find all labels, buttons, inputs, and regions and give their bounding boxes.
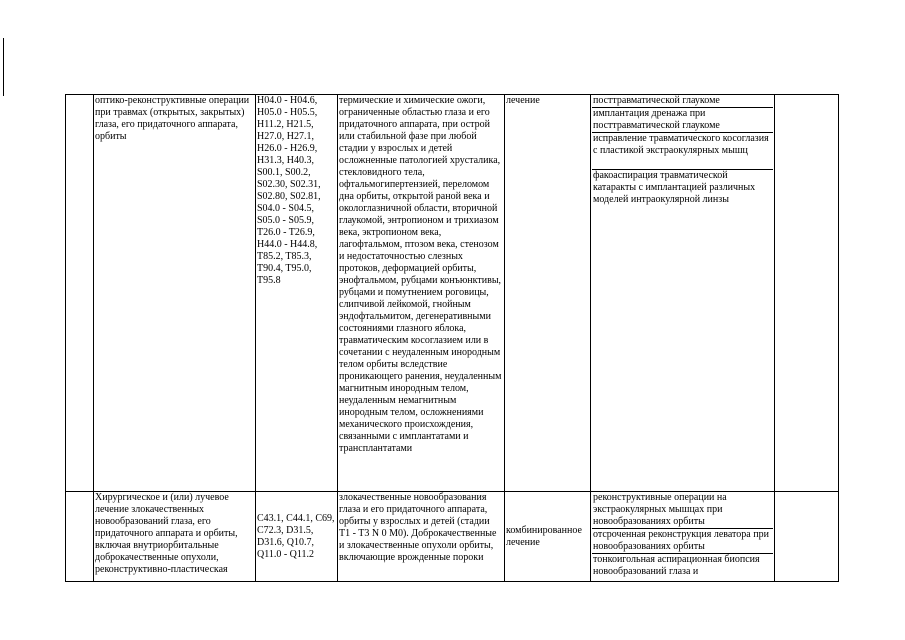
treatment-methods-cell [591, 95, 775, 492]
table-row [66, 492, 839, 582]
extra-cell [775, 95, 839, 492]
icd-codes-cell: H04.0 - H04.6, H05.0 - H05.5, H11.2, H21.5, H27.0, H27.1, H26.0 - H26.9, H31.3, H40.3, S00.1, S00.2, S02.30, S02.31, S02.80, S02.81, S04.0 - S04.5, S05.0 - S05.9, T26.0 - T26.9, H44.0 - H44.8, T85.2, T85.3, T90.4, T95.0, T95.8 [256, 95, 338, 492]
procedure-name-cell: оптико-реконструктивные операции при травмах (открытых, закрытых) глаза, его придаточного аппарата, орбиты [94, 95, 256, 492]
extra-cell [775, 492, 839, 582]
margin-line [3, 38, 4, 96]
method-item: факоаспирация травматической катаракты с имплантацией различных моделей интраокулярной линзы [593, 170, 756, 205]
method-item: посттравматической глаукоме [592, 95, 773, 108]
method-item: имплантация дренажа при посттравматической глаукоме [592, 108, 773, 133]
patient-model-cell: термические и химические ожоги, ограниченные областью глаза и его придаточного аппарата, при острой или стабильной фазе при любой стадии у взрослых и детей осложненные патологией хрусталика, стекловидного тела, офтальмогипертензией, переломом дна орбиты, открытой раной века и окологлазничной области, вторичной глаукомой, энтропионом и трихиазом века, эктропионом века, лагофтальмом, птозом века, стенозом и недостаточностью слезных протоков, деформацией орбиты, энофтальмом, рубцами конъюнктивы, рубцами и помутнением роговицы, слипчивой лейкомой, гнойным эндофтальмитом, дегенеративными состояниями глазного яблока, травматическим косоглазием или в сочетании с неудаленным инородным телом орбиты вследствие проникающего ранения, неудаленным магнитным инородным телом, неудаленным немагнитным инородным телом, осложнениями механического происхождения, связанными с имплантатами и трансплантатами [338, 95, 505, 492]
row-number-cell [66, 95, 94, 492]
method-item: исправление травматического косоглазия с пластикой экстраокулярных мышц [592, 133, 773, 170]
treatment-type-cell: комбинированное лечение [505, 492, 591, 582]
treatment-type-cell: лечение [505, 95, 591, 492]
method-item: тонкоигольная аспирационная биопсия новообразований глаза и [593, 554, 760, 577]
method-item: реконструктивные операции на экстраокулярных мышцах при новообразованиях орбиты [592, 492, 773, 529]
procedure-table [65, 94, 839, 582]
icd-codes-cell: C43.1, C44.1, C69, C72.3, D31.5, D31.6, Q10.7, Q11.0 - Q11.2 [256, 492, 338, 582]
row-number-cell [66, 492, 94, 582]
treatment-methods-cell [591, 492, 775, 582]
patient-model-cell: злокачественные новообразования глаза и его придаточного аппарата, орбиты у взрослых и детей (стадии T1 - T3 N 0 M0). Доброкачественные и злокачественные опухоли орбиты, включающие врожденные пороки [338, 492, 505, 582]
table-row [66, 95, 839, 492]
procedure-name-cell: Хирургическое и (или) лучевое лечение злокачественных новообразований глаза, его придаточного аппарата и орбиты, включая внутриорбитальные доброкачественные опухоли, реконструктивно-пластическая [94, 492, 256, 582]
method-item: отсроченная реконструкция леватора при новообразованиях орбиты [592, 529, 773, 554]
